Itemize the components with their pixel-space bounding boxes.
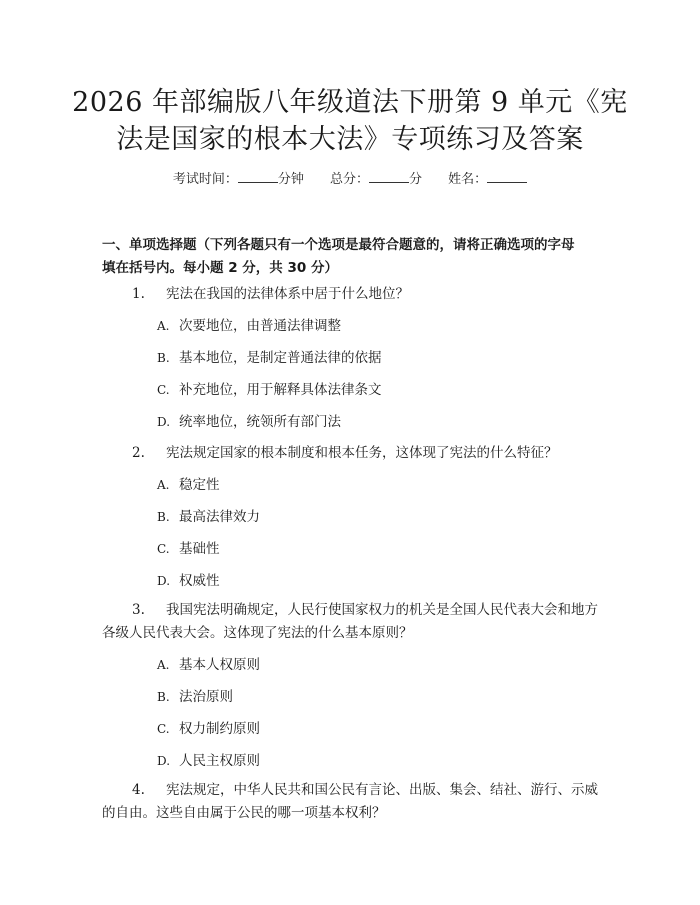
option-letter: B. [157,351,170,365]
option-letter: B. [157,690,170,704]
option-1c [157,380,382,400]
option-3d [157,751,260,771]
option-text: 补充地位，用于解释具体法律条文 [179,382,382,398]
option-letter: C. [157,722,170,736]
option-text: 统率地位，统领所有部门法 [179,414,341,430]
question-text-line-1: 我国宪法明确规定，人民行使国家权力的机关是全国人民代表大会和地方 [166,602,598,618]
question-1 [132,283,409,305]
option-letter: B. [157,510,170,524]
question-number: 2. [132,445,145,461]
option-2b [157,507,260,527]
question-number: 3. [132,602,145,618]
option-letter: A. [157,478,170,492]
option-letter: A. [157,658,170,672]
option-3b [157,687,233,707]
option-text: 基础性 [179,541,220,557]
document-title-line-2: 法是国家的根本大法》专项练习及答案 [116,124,584,155]
exam-meta [0,168,700,187]
time-unit: 分钟 [277,172,304,187]
option-text: 人民主权原则 [179,753,260,769]
option-2a [157,475,220,495]
option-text: 权力制约原则 [179,721,260,737]
question-3-line-2: 各级人民代表大会。这体现了宪法的什么基本原则？ [102,625,413,641]
option-letter: C. [157,383,170,397]
question-text: 宪法规定国家的根本制度和根本任务，这体现了宪法的什么特征？ [166,445,558,461]
question-number: 4. [132,782,145,798]
question-4-line-2: 的自由。这些自由属于公民的哪一项基本权利？ [102,805,386,821]
option-letter: A. [157,319,170,333]
option-2d [157,571,220,591]
option-text: 基本地位，是制定普通法律的依据 [179,350,382,366]
time-label: 考试时间： [172,172,238,187]
option-text: 次要地位，由普通法律调整 [179,318,341,334]
option-text: 法治原则 [179,689,233,705]
section-heading-line-2: 填在括号内。每小题 2 分，共 30 分） [102,260,338,276]
option-3a [157,655,260,675]
option-text: 最高法律效力 [179,509,260,525]
score-blank [369,170,409,183]
question-3 [132,599,598,621]
document-title-line-1: 2026 年部编版八年级道法下册第 9 单元《宪 [72,87,628,118]
section-heading-line-1: 一、单项选择题（下列各题只有一个选项是最符合题意的，请将正确选项的字母 [102,237,575,253]
option-text: 稳定性 [179,477,220,493]
option-3c [157,719,260,739]
question-4 [132,779,598,801]
question-2 [132,442,558,464]
option-letter: C. [157,542,170,556]
name-blank [487,170,527,183]
score-label: 总分： [329,172,369,187]
option-text: 权威性 [179,573,220,589]
score-unit: 分 [409,172,423,187]
option-letter: D. [157,754,171,768]
option-1d [157,412,341,432]
name-label: 姓名： [448,172,488,187]
question-text: 宪法在我国的法律体系中居于什么地位？ [166,286,409,302]
option-text: 基本人权原则 [179,657,260,673]
option-2c [157,539,220,559]
option-letter: D. [157,415,171,429]
question-text-line-1: 宪法规定，中华人民共和国公民有言论、出版、集会、结社、游行、示威 [166,782,598,798]
time-blank [238,170,278,183]
option-letter: D. [157,574,171,588]
option-1a [157,316,341,336]
option-1b [157,348,382,368]
question-number: 1. [132,286,145,302]
